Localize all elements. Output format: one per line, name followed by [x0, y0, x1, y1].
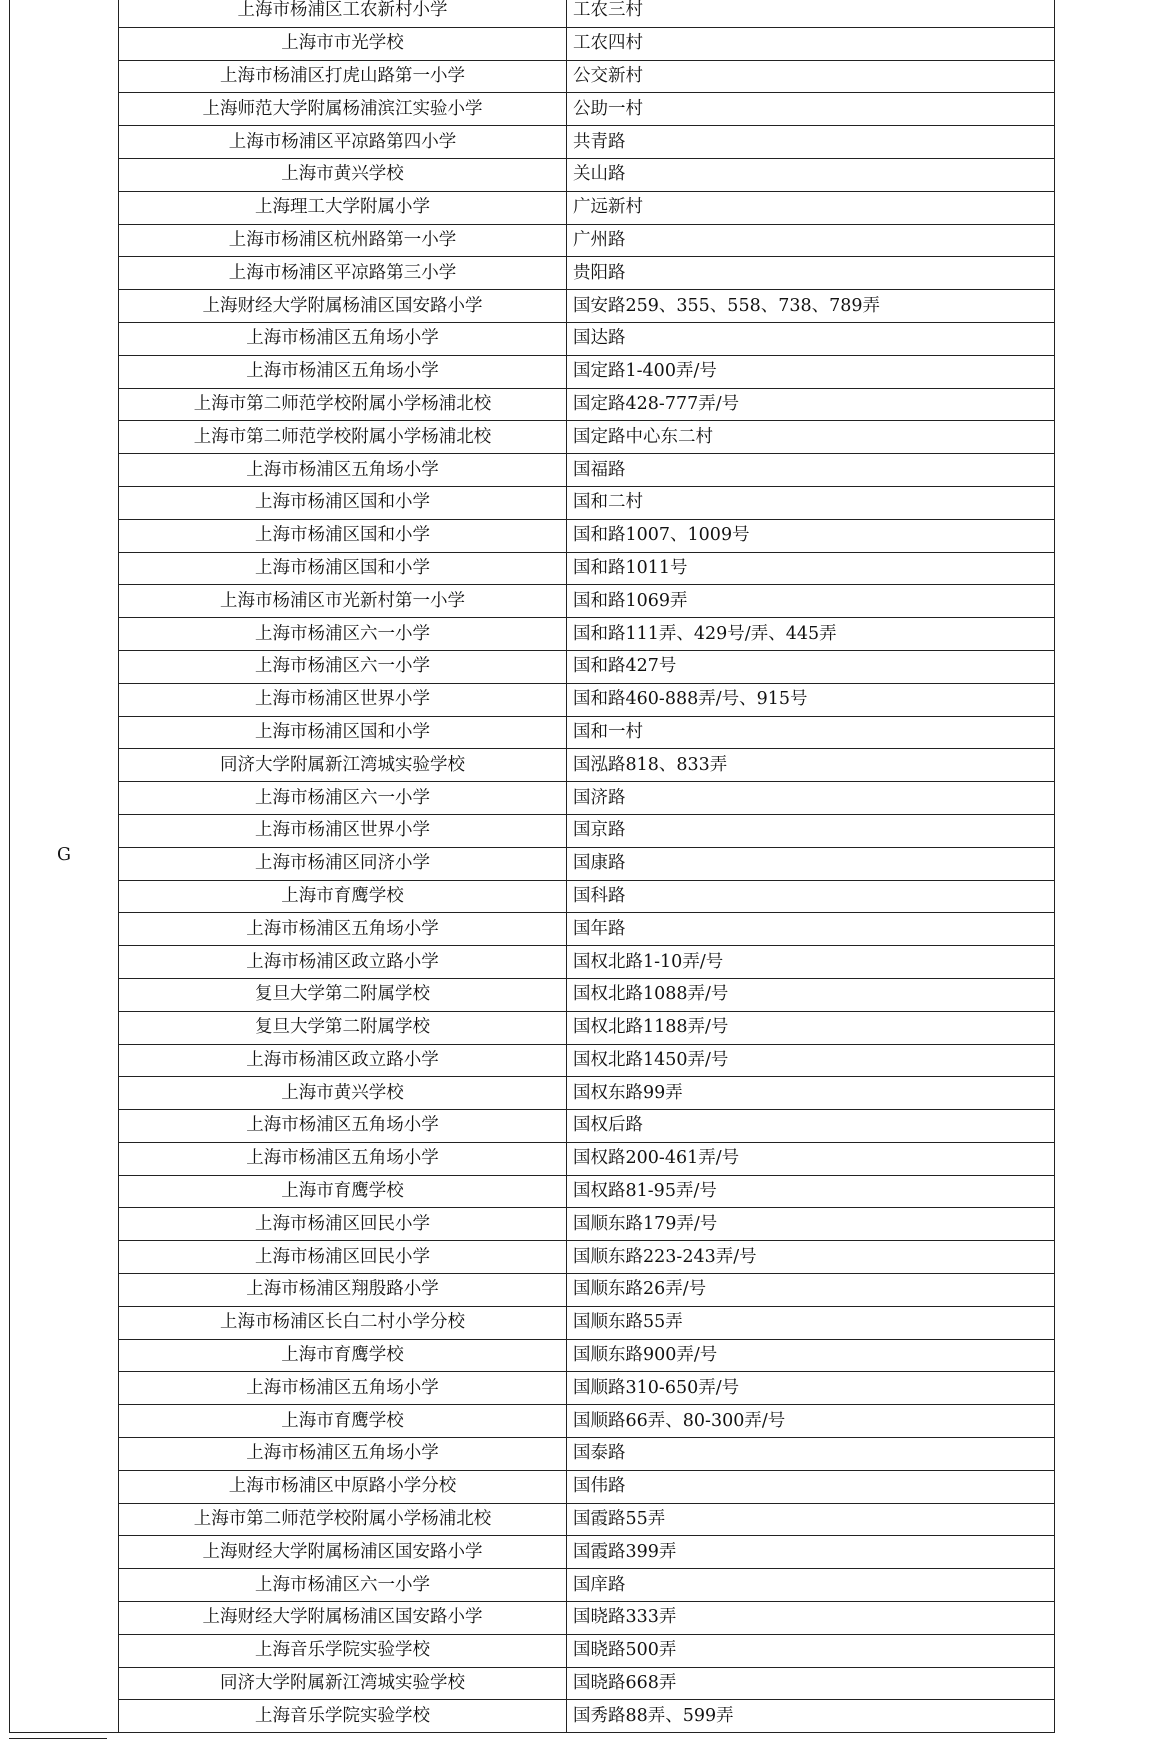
- table-row: [10, 1208, 1055, 1241]
- school-name-cell: 上海市杨浦区五角场小学: [119, 454, 567, 487]
- address-area-cell: 关山路: [567, 158, 1055, 191]
- school-name-cell: 上海市杨浦区平凉路第三小学: [119, 257, 567, 290]
- address-area-cell: 国和路1069弄: [567, 585, 1055, 618]
- table-row: [10, 27, 1055, 60]
- school-name-cell: 同济大学附属新江湾城实验学校: [119, 1667, 567, 1700]
- school-name-cell: 上海市杨浦区六一小学: [119, 618, 567, 651]
- address-area-cell: 国和路427号: [567, 650, 1055, 683]
- table-row: [10, 650, 1055, 683]
- address-area-cell: 国和二村: [567, 486, 1055, 519]
- address-area-cell: 国定路1-400弄/号: [567, 355, 1055, 388]
- address-area-cell: 国安路259、355、558、738、789弄: [567, 290, 1055, 323]
- address-area-cell: 工农四村: [567, 27, 1055, 60]
- table-row: [10, 1438, 1055, 1471]
- table-row: [10, 1241, 1055, 1274]
- table-row: [10, 1175, 1055, 1208]
- address-area-cell: 公助一村: [567, 93, 1055, 126]
- address-area-cell: 国庠路: [567, 1569, 1055, 1602]
- address-area-cell: 国和路460-888弄/号、915号: [567, 683, 1055, 716]
- address-area-cell: 国霞路399弄: [567, 1536, 1055, 1569]
- table-row: [10, 946, 1055, 979]
- table-row: [10, 1339, 1055, 1372]
- table-row: [10, 290, 1055, 323]
- table-row: [10, 322, 1055, 355]
- school-name-cell: 上海市杨浦区打虎山路第一小学: [119, 60, 567, 93]
- school-name-cell: 上海市杨浦区五角场小学: [119, 1372, 567, 1405]
- table-row: [10, 519, 1055, 552]
- school-name-cell: 上海市杨浦区五角场小学: [119, 355, 567, 388]
- school-name-cell: 复旦大学第二附属学校: [119, 978, 567, 1011]
- address-area-cell: 国权后路: [567, 1110, 1055, 1143]
- table-row: [10, 1405, 1055, 1438]
- school-name-cell: 上海市杨浦区五角场小学: [119, 1110, 567, 1143]
- table-row: [10, 1274, 1055, 1307]
- school-name-cell: 上海市杨浦区五角场小学: [119, 1438, 567, 1471]
- address-area-cell: 国权北路1088弄/号: [567, 978, 1055, 1011]
- table-row: [10, 1470, 1055, 1503]
- address-area-cell: 国京路: [567, 814, 1055, 847]
- table-row: [10, 421, 1055, 454]
- school-district-table: [9, 0, 1055, 1733]
- address-area-cell: 国伟路: [567, 1470, 1055, 1503]
- school-name-cell: 上海市杨浦区六一小学: [119, 782, 567, 815]
- table-row: [10, 847, 1055, 880]
- table-row: [10, 388, 1055, 421]
- table-row: [10, 585, 1055, 618]
- school-name-cell: 上海财经大学附属杨浦区国安路小学: [119, 290, 567, 323]
- table-row: [10, 1306, 1055, 1339]
- address-area-cell: 国权东路99弄: [567, 1077, 1055, 1110]
- school-name-cell: 上海市杨浦区世界小学: [119, 814, 567, 847]
- address-area-cell: 国秀路88弄、599弄: [567, 1700, 1055, 1733]
- table-row: [10, 486, 1055, 519]
- table-row: [10, 814, 1055, 847]
- address-area-cell: 国顺东路26弄/号: [567, 1274, 1055, 1307]
- table-row: [10, 1536, 1055, 1569]
- address-area-cell: 国定路428-777弄/号: [567, 388, 1055, 421]
- address-area-cell: 共青路: [567, 126, 1055, 159]
- school-name-cell: 上海市第二师范学校附属小学杨浦北校: [119, 388, 567, 421]
- school-name-cell: 上海市杨浦区中原路小学分校: [119, 1470, 567, 1503]
- address-area-cell: 国霞路55弄: [567, 1503, 1055, 1536]
- school-name-cell: 上海市杨浦区政立路小学: [119, 946, 567, 979]
- table-row: [10, 683, 1055, 716]
- school-name-cell: 复旦大学第二附属学校: [119, 1011, 567, 1044]
- school-name-cell: 上海市杨浦区平凉路第四小学: [119, 126, 567, 159]
- school-name-cell: 上海财经大学附属杨浦区国安路小学: [119, 1536, 567, 1569]
- table-row: [10, 913, 1055, 946]
- address-area-cell: 国晓路500弄: [567, 1634, 1055, 1667]
- school-name-cell: 上海市育鹰学校: [119, 1339, 567, 1372]
- address-area-cell: 工农三村: [567, 0, 1055, 27]
- address-area-cell: 国年路: [567, 913, 1055, 946]
- address-area-cell: 国泓路818、833弄: [567, 749, 1055, 782]
- address-area-cell: 国权北路1-10弄/号: [567, 946, 1055, 979]
- table-row: [10, 1667, 1055, 1700]
- table-row: [10, 224, 1055, 257]
- address-area-cell: 国顺东路223-243弄/号: [567, 1241, 1055, 1274]
- address-area-cell: 国和一村: [567, 716, 1055, 749]
- school-name-cell: 上海市杨浦区六一小学: [119, 1569, 567, 1602]
- table-row: [10, 454, 1055, 487]
- address-area-cell: 国顺路66弄、80-300弄/号: [567, 1405, 1055, 1438]
- address-area-cell: 国达路: [567, 322, 1055, 355]
- school-name-cell: 上海理工大学附属小学: [119, 191, 567, 224]
- school-name-cell: 上海市黄兴学校: [119, 158, 567, 191]
- school-name-cell: 上海市杨浦区五角场小学: [119, 913, 567, 946]
- table-row: [10, 1372, 1055, 1405]
- table-row: [10, 1077, 1055, 1110]
- address-area-cell: 国和路1011号: [567, 552, 1055, 585]
- address-area-cell: 国权北路1450弄/号: [567, 1044, 1055, 1077]
- school-name-cell: 上海师范大学附属杨浦滨江实验小学: [119, 93, 567, 126]
- address-area-cell: 国和路1007、1009号: [567, 519, 1055, 552]
- address-area-cell: 国顺东路179弄/号: [567, 1208, 1055, 1241]
- address-area-cell: 国权路200-461弄/号: [567, 1142, 1055, 1175]
- address-area-cell: 国顺东路55弄: [567, 1306, 1055, 1339]
- school-name-cell: 同济大学附属新江湾城实验学校: [119, 749, 567, 782]
- school-name-cell: 上海市育鹰学校: [119, 880, 567, 913]
- school-name-cell: 上海市杨浦区国和小学: [119, 486, 567, 519]
- address-area-cell: 广州路: [567, 224, 1055, 257]
- school-name-cell: 上海市第二师范学校附属小学杨浦北校: [119, 421, 567, 454]
- table-row: [10, 60, 1055, 93]
- school-name-cell: 上海市杨浦区国和小学: [119, 552, 567, 585]
- address-area-cell: 国晓路668弄: [567, 1667, 1055, 1700]
- table-row: [10, 93, 1055, 126]
- table-row: [10, 1044, 1055, 1077]
- table-row: [10, 126, 1055, 159]
- school-name-cell: 上海市杨浦区工农新村小学: [119, 0, 567, 27]
- table-row: [10, 552, 1055, 585]
- school-name-cell: 上海市市光学校: [119, 27, 567, 60]
- address-area-cell: 国顺东路900弄/号: [567, 1339, 1055, 1372]
- table-row: [10, 618, 1055, 651]
- table-row: [10, 880, 1055, 913]
- school-name-cell: 上海音乐学院实验学校: [119, 1700, 567, 1733]
- address-area-cell: 国康路: [567, 847, 1055, 880]
- school-name-cell: 上海市杨浦区国和小学: [119, 519, 567, 552]
- address-area-cell: 公交新村: [567, 60, 1055, 93]
- school-name-cell: 上海市杨浦区五角场小学: [119, 322, 567, 355]
- school-name-cell: 上海市杨浦区世界小学: [119, 683, 567, 716]
- table-row: [10, 191, 1055, 224]
- table-row: [10, 1634, 1055, 1667]
- address-area-cell: 国科路: [567, 880, 1055, 913]
- table-row: [10, 978, 1055, 1011]
- address-area-cell: 国泰路: [567, 1438, 1055, 1471]
- address-area-cell: 贵阳路: [567, 257, 1055, 290]
- address-area-cell: 国和路111弄、429号/弄、445弄: [567, 618, 1055, 651]
- address-area-cell: 国定路中心东二村: [567, 421, 1055, 454]
- school-name-cell: 上海市育鹰学校: [119, 1175, 567, 1208]
- school-name-cell: 上海市育鹰学校: [119, 1405, 567, 1438]
- table-row: [10, 1011, 1055, 1044]
- address-area-cell: 国顺路310-650弄/号: [567, 1372, 1055, 1405]
- school-name-cell: 上海市杨浦区市光新村第一小学: [119, 585, 567, 618]
- address-area-cell: 国济路: [567, 782, 1055, 815]
- table-row: [10, 0, 1055, 27]
- school-name-cell: 上海市杨浦区国和小学: [119, 716, 567, 749]
- table-row: [10, 355, 1055, 388]
- table-row: [10, 1503, 1055, 1536]
- address-area-cell: 广远新村: [567, 191, 1055, 224]
- school-name-cell: 上海市杨浦区杭州路第一小学: [119, 224, 567, 257]
- address-area-cell: 国权北路1188弄/号: [567, 1011, 1055, 1044]
- school-name-cell: 上海市杨浦区五角场小学: [119, 1142, 567, 1175]
- school-name-cell: 上海市杨浦区长白二村小学分校: [119, 1306, 567, 1339]
- initial-letter-cell: G: [10, 0, 119, 1733]
- table-row: [10, 782, 1055, 815]
- school-name-cell: 上海市杨浦区回民小学: [119, 1241, 567, 1274]
- table-row: [10, 257, 1055, 290]
- table-row: [10, 749, 1055, 782]
- table-body: [10, 0, 1055, 1733]
- table-bottom-border: [9, 1738, 107, 1739]
- table-row: [10, 158, 1055, 191]
- table-row: [10, 716, 1055, 749]
- address-area-cell: 国福路: [567, 454, 1055, 487]
- school-name-cell: 上海市第二师范学校附属小学杨浦北校: [119, 1503, 567, 1536]
- table-row: [10, 1569, 1055, 1602]
- school-name-cell: 上海财经大学附属杨浦区国安路小学: [119, 1602, 567, 1635]
- school-name-cell: 上海市杨浦区翔殷路小学: [119, 1274, 567, 1307]
- address-area-cell: 国权路81-95弄/号: [567, 1175, 1055, 1208]
- table-row: [10, 1700, 1055, 1733]
- table-row: [10, 1110, 1055, 1143]
- school-name-cell: 上海市杨浦区回民小学: [119, 1208, 567, 1241]
- school-name-cell: 上海音乐学院实验学校: [119, 1634, 567, 1667]
- school-name-cell: 上海市杨浦区政立路小学: [119, 1044, 567, 1077]
- school-name-cell: 上海市杨浦区同济小学: [119, 847, 567, 880]
- table-row: [10, 1142, 1055, 1175]
- school-name-cell: 上海市黄兴学校: [119, 1077, 567, 1110]
- table-row: [10, 1602, 1055, 1635]
- address-area-cell: 国晓路333弄: [567, 1602, 1055, 1635]
- school-name-cell: 上海市杨浦区六一小学: [119, 650, 567, 683]
